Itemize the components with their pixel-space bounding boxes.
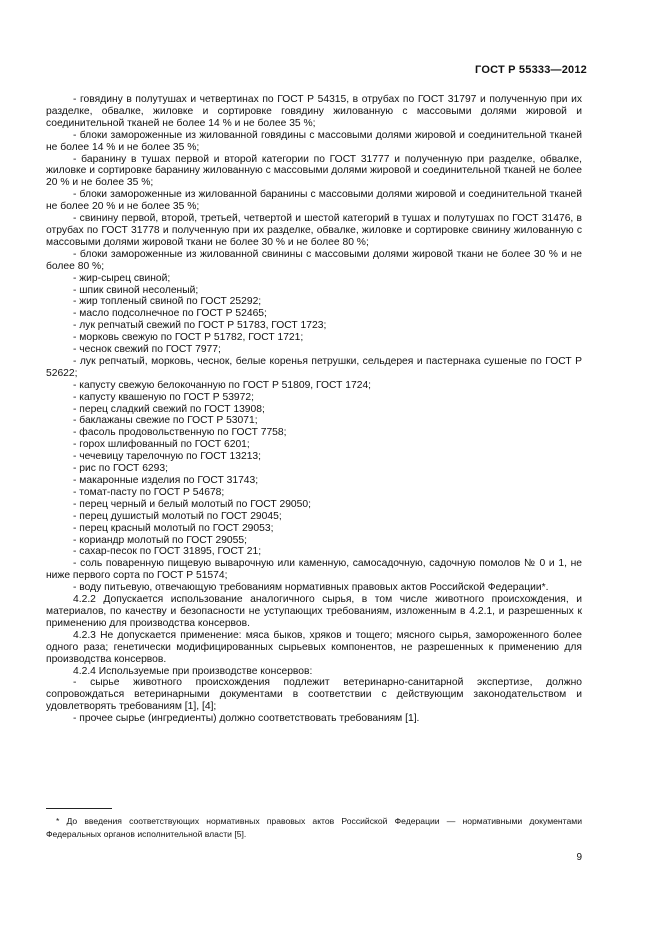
- list-item: - жир топленый свиной по ГОСТ 25292;: [73, 296, 262, 308]
- list-item: - свинину первой, второй, третьей, четвертой и шестой категорий в тушах и полутушах по ГОСТ 31476, в отрубах по ГОСТ 31778 и полученную при их разделке, обвалке, жиловке и сортировке свинину жилованную с массовыми долями жировой ткани не более 30 % и не более 80 %;: [46, 213, 582, 248]
- list-item: - лук репчатый, морковь, чеснок, белые коренья петрушки, сельдерея и пастернака сушеные по ГОСТ Р 52622;: [46, 355, 582, 379]
- footnote-text: * До введения соответствующих нормативных правовых актов Российской Федерации — нормативными документами Федеральных органов исполнительной власти [5].: [46, 816, 582, 839]
- list-item: - баклажаны свежие по ГОСТ Р 53071;: [73, 415, 258, 427]
- list-item: - чечевицу тарелочную по ГОСТ 13213;: [73, 451, 262, 463]
- list-item: - кориандр молотый по ГОСТ 29055;: [73, 534, 247, 546]
- list-item: - жир-сырец свиной;: [73, 272, 171, 284]
- list-item: - говядину в полутушах и четвертинах по ГОСТ Р 54315, в отрубах по ГОСТ 31797 и полученную при их разделке, обвалке, жиловке и сортировке говядину жилованную с массовыми долями жировой и соединительной тканей не более 14 % и не более 35 %;: [46, 94, 582, 129]
- clause-4-2-4: 4.2.4 Используемые при производстве консервов:: [73, 665, 313, 677]
- list-item: - соль поваренную пищевую выварочную или каменную, самосадочную, садочную помолов № 0 и 1, не ниже первого сорта по ГОСТ Р 51574;: [46, 558, 582, 582]
- list-item: - чеснок свежий по ГОСТ 7977;: [73, 344, 221, 356]
- list-item: - перец красный молотый по ГОСТ 29053;: [73, 522, 274, 534]
- list-item: - блоки замороженные из жилованной баранины с массовыми долями жировой и соединительной тканей не более 20 % и не более 35 %;: [46, 189, 582, 213]
- list-item: - перец черный и белый молотый по ГОСТ 29050;: [73, 498, 311, 510]
- list-item: - сырье животного происхождения подлежит ветеринарно-санитарной экспертизе, должно сопровождаться ветеринарными документами в соответствии с действующим законодательством и удовлетворять требованиям [1], [4];: [46, 677, 582, 713]
- list-item: - горох шлифованный по ГОСТ 6201;: [73, 439, 250, 451]
- list-item: - капусту свежую белокочанную по ГОСТ Р 51809, ГОСТ 1724;: [73, 379, 372, 391]
- list-item: - сахар-песок по ГОСТ 31895, ГОСТ 21;: [73, 546, 262, 558]
- list-item: - прочее сырье (ингредиенты) должно соответствовать требованиям [1].: [73, 713, 420, 725]
- list-item: - макаронные изделия по ГОСТ 31743;: [73, 475, 259, 486]
- list-item: - томат-пасту по ГОСТ Р 54678;: [73, 486, 225, 498]
- document-header: ГОСТ Р 55333—2012: [475, 64, 587, 76]
- list-item: - фасоль продовольственную по ГОСТ 7758;: [73, 427, 287, 439]
- list-item: - шпик свиной несоленый;: [73, 284, 199, 296]
- list-item: - блоки замороженные из жилованной свинины с массовыми долями жировой ткани не более 30 % и не более 80 %;: [46, 248, 582, 272]
- list-item: - морковь свежую по ГОСТ Р 51782, ГОСТ 1721;: [73, 332, 304, 344]
- list-item: - перец душистый молотый по ГОСТ 29045;: [73, 510, 282, 522]
- footnote: [46, 815, 582, 841]
- clause-4-2-3: 4.2.3 Не допускается применение: мяса быков, хряков и тощего; мясного сырья, замороженного более одного раза; генетически модифицированных сырьевых компонентов, не разрешенных к применению для производства консервов.: [46, 629, 582, 665]
- page-number: 9: [576, 852, 582, 863]
- list-item: - лук репчатый свежий по ГОСТ Р 51783, ГОСТ 1723;: [73, 320, 327, 332]
- list-item: - рис по ГОСТ 6293;: [73, 463, 168, 475]
- list-item: - воду питьевую, отвечающую требованиям нормативных правовых актов Российской Федерации*.: [73, 582, 549, 594]
- list-item: - блоки замороженные из жилованной говядины с массовыми долями жировой и соединительной тканей не более 14 % и не более 35 %;: [46, 129, 582, 153]
- body-text: [46, 94, 582, 725]
- clause-4-2-2: 4.2.2 Допускается использование аналогичного сырья, в том числе животного происхождения, и материалов, по качеству и безопасности не уступающих требованиям, изложенным в 4.2.1, и разрешенных к применению для производства консервов.: [46, 594, 582, 629]
- list-item: - баранину в тушах первой и второй категории по ГОСТ 31777 и полученную при разделке, обвалке, жиловке и сортировке баранину жилованную с массовыми долями жировой и соединительной тканей не более 20 % и не более 35 %;: [46, 153, 582, 189]
- footnote-divider: [46, 808, 112, 809]
- list-item: - капусту квашеную по ГОСТ Р 53972;: [73, 391, 254, 403]
- list-item: - перец сладкий свежий по ГОСТ 13908;: [73, 403, 265, 415]
- list-item: - масло подсолнечное по ГОСТ Р 52465;: [73, 308, 267, 320]
